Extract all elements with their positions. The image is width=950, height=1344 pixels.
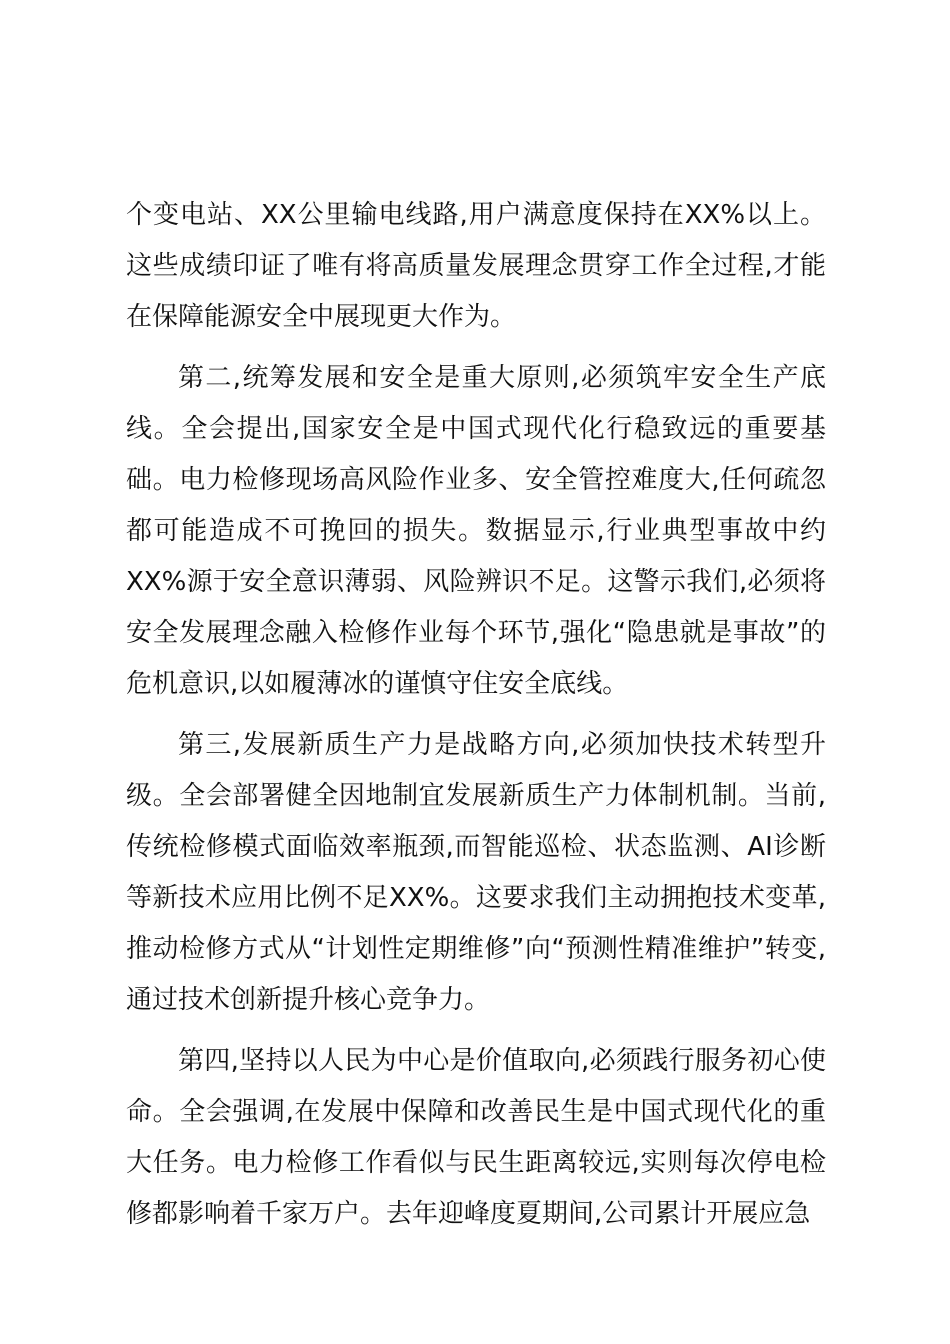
paragraph-third-point: 第三,发展新质生产力是战略方向,必须加快技术转型升级。全会部署健全因地制宜发展新质生产力体制机制。当前,传统检修模式面临效率瓶颈,而智能巡检、状态监测、AI诊断等新技术应用比例不足XX%。这要求我们主动拥抱技术变革,推动检修方式从“计划性定期维修”向“预测性精准维护”转变,通过技术创新提升核心竞争力。 — [126, 730, 826, 1015]
document-body — [126, 190, 826, 1250]
paragraph-fourth-point: 第四,坚持以人民为中心是价值取向,必须践行服务初心使命。全会强调,在发展中保障和改善民生是中国式现代化的重大任务。电力检修工作看似与民生距离较远,实则每次停电检修都影响着千家万户。去年迎峰度夏期间,公司累计开展应急 — [126, 1046, 826, 1229]
paragraph-second-point: 第二,统筹发展和安全是重大原则,必须筑牢安全生产底线。全会提出,国家安全是中国式现代化行稳致远的重要基础。电力检修现场高风险作业多、安全管控难度大,任何疏忽都可能造成不可挽回的损失。数据显示,行业典型事故中约XX%源于安全意识薄弱、风险辨识不足。这警示我们,必须将安全发展理念融入检修作业每个环节,强化“隐患就是事故”的危机意识,以如履薄冰的谨慎守住安全底线。 — [126, 363, 826, 699]
paragraph-continuation: 个变电站、XX公里输电线路,用户满意度保持在XX%以上。这些成绩印证了唯有将高质量发展理念贯穿工作全过程,才能在保障能源安全中展现更大作为。 — [126, 200, 826, 332]
